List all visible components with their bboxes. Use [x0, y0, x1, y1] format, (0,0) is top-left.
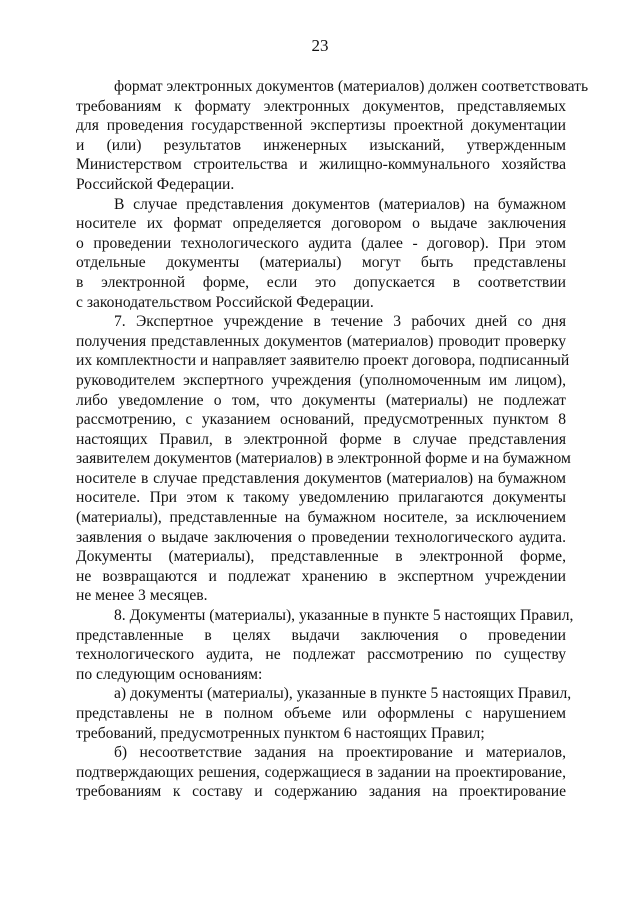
text-line: 8. Документы (материалы), указанные в пункте 5 настоящих Правил, — [114, 607, 574, 625]
text-line: требований, предусмотренных пунктом 6 настоящих Правил; — [76, 724, 485, 742]
text-line: в электронной форме, если это допускается в соответствии — [76, 273, 566, 291]
text-line: их комплектности и направляет заявителю проект договора, подписанный — [76, 352, 570, 370]
text-line: требованиям к составу и содержанию задания на проектирование — [76, 783, 566, 801]
text-line: требованиям к формату электронных документов, представляемых — [76, 97, 566, 115]
page-number: 23 — [311, 36, 329, 55]
text-line: не возвращаются и подлежат хранению в экспертном учреждении — [76, 567, 566, 585]
text-line: носителе в случае представления документов (материалов) на бумажном — [76, 469, 566, 487]
text-line: подтверждающих решения, содержащиеся в задании на проектирование, — [76, 763, 566, 781]
text-line: Министерством строительства и жилищно-коммунального хозяйства — [76, 156, 566, 174]
text-line: формат электронных документов (материалов) должен соответствовать — [114, 78, 589, 95]
text-line: Документы (материалы), представленные в электронной форме, — [76, 548, 566, 566]
text-line: б) несоответствие задания на проектирование и материалов, — [114, 744, 566, 762]
text-line: технологического аудита, не подлежат рассмотрению по существу — [76, 646, 566, 664]
text-line: получения представленных документов (материалов) проводит проверку — [76, 332, 566, 350]
text-line: носителе. При этом к такому уведомлению прилагаются документы — [76, 489, 566, 507]
text-line: носителе их формат определяется договором о выдаче заключения — [76, 215, 566, 233]
text-line: не менее 3 месяцев. — [76, 587, 208, 605]
text-line: рассмотрению, с указанием оснований, предусмотренных пунктом 8 — [76, 411, 566, 429]
text-line: и (или) результатов инженерных изысканий, утвержденным — [76, 136, 566, 154]
text-line: В случае представления документов (материалов) на бумажном — [114, 195, 566, 213]
text-line: по следующим основаниям: — [76, 665, 263, 683]
text-line: о проведении технологического аудита (далее - договор). При этом — [76, 234, 566, 252]
text-line: либо уведомление о том, что документы (материалы) не подлежат — [76, 391, 566, 409]
text-line: руководителем экспертного учреждения (уполномоченным им лицом), — [76, 371, 566, 389]
text-line: с законодательством Российской Федерации. — [76, 293, 374, 311]
text-line: Российской Федерации. — [76, 175, 235, 193]
text-line: а) документы (материалы), указанные в пункте 5 настоящих Правил, — [114, 685, 572, 703]
text-line: заявления о выдаче заключения о проведении технологического аудита. — [76, 528, 566, 546]
text-line: (материалы), представленные на бумажном носителе, за исключением — [76, 509, 566, 527]
text-line: представленные в целях выдачи заключения о проведении — [76, 626, 566, 644]
document-body — [76, 77, 589, 802]
text-line: настоящих Правил, в электронной форме в случае представления — [76, 430, 566, 448]
text-line: представлены не в полном объеме или оформлены с нарушением — [76, 705, 566, 722]
text-line: заявителем документов (материалов) в электронной форме и на бумажном — [76, 450, 571, 468]
text-line: для проведения государственной экспертизы проектной документации — [76, 117, 566, 135]
text-line: отдельные документы (материалы) могут быть представлены — [76, 254, 566, 272]
text-line: 7. Экспертное учреждение в течение 3 рабочих дней со дня — [114, 313, 566, 331]
